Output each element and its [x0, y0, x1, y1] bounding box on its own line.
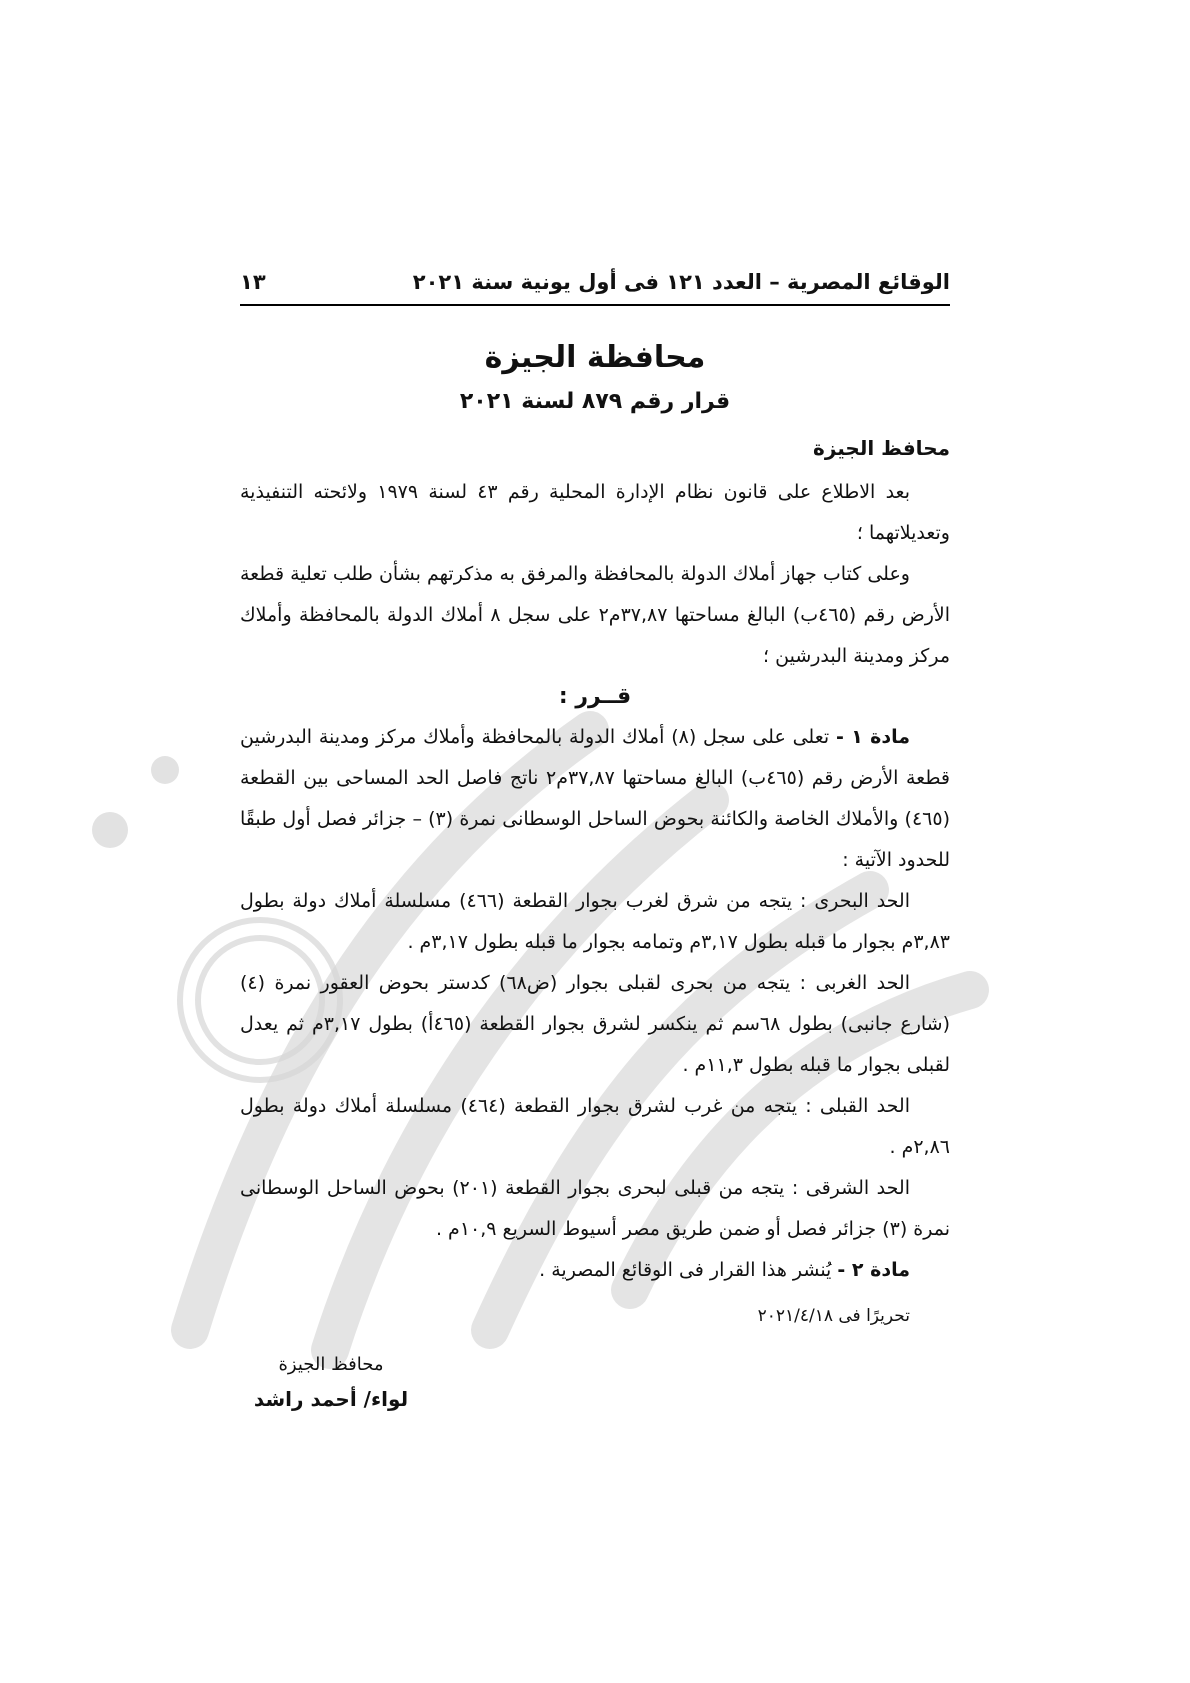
article-1-label: مادة ١ - — [835, 726, 911, 748]
signature-block — [246, 1348, 416, 1416]
boundary-south: الحد القبلى : يتجه من غرب لشرق بجوار القطعة (٤٦٤) مسلسلة أملاك دولة بطول ٢,٨٦م . — [240, 1095, 950, 1158]
page-number: ١٣ — [240, 270, 266, 294]
decided-label: قــرر : — [558, 684, 632, 709]
page-header — [240, 270, 950, 304]
document-title: محافظة الجيزة — [484, 340, 706, 375]
issuer-heading: محافظ الجيزة — [813, 436, 950, 460]
publication-line: الوقائع المصرية – العدد ١٢١ فى أول يونية سنة ٢٠٢١ — [412, 270, 950, 294]
decree-number: قرار رقم ٨٧٩ لسنة ٢٠٢١ — [459, 389, 731, 414]
signature-title: محافظ الجيزة — [278, 1354, 384, 1375]
article-1-text: تعلى على سجل (٨) أملاك الدولة بالمحافظة وأملاك مركز ومدينة البدرشين قطعة الأرض رقم (٤٦٥ب) البالغ مساحتها ٣٧,٨٧م٢ ناتج فاصل الحد المساحى بين القطعة (٤٦٥) والأملاك الخاصة والكائنة بحوض الساحل الوسطانى نمرة (٣) – جزائر فصل أول طبقًا للحدود الآتية : — [240, 726, 951, 871]
boundary-north: الحد البحرى : يتجه من شرق لغرب بجوار القطعة (٤٦٦) مسلسلة أملاك دولة بطول ٣,٨٣م بجوار ما قبله بطول ٣,١٧م وتمامه بجوار ما قبله بطول ٣,١٧م . — [240, 890, 950, 953]
signature-name: لواء/ أحمد راشد — [253, 1387, 409, 1411]
article-1 — [240, 717, 950, 881]
article-2-text: يُنشر هذا القرار فى الوقائع المصرية . — [539, 1259, 832, 1281]
preamble-2: وعلى كتاب جهاز أملاك الدولة بالمحافظة والمرفق به مذكرتهم بشأن طلب تعلية قطعة الأرض رقم (٤٦٥ب) البالغ مساحتها ٣٧,٨٧م٢ على سجل ٨ أملاك الدولة بالمحافظة وأملاك مركز ومدينة البدرشين ؛ — [240, 563, 951, 667]
issue-date: تحريرًا فى ٢٠٢١/٤/١٨ — [757, 1306, 910, 1326]
boundary-west: الحد الغربى : يتجه من بحرى لقبلى بجوار (ض٦٨) كدستر بحوض العقور نمرة (٤) (شارع جانبى) بطول ٦٨سم ثم ينكسر لشرق بجوار القطعة (٤٦٥أ) بطول ٣,١٧م ثم يعدل لقبلى بجوار ما قبله بطول ١١,٣م . — [240, 972, 951, 1076]
boundary-east: الحد الشرقى : يتجه من قبلى لبحرى بجوار القطعة (٢٠١) بحوض الساحل الوسطانى نمرة (٣) جزائر فصل أو ضمن طريق مصر أسيوط السريع ١٠,٩م . — [240, 1177, 950, 1240]
document-page — [240, 270, 950, 1331]
article-2-label: مادة ٢ - — [837, 1259, 910, 1281]
article-2 — [240, 1250, 950, 1291]
preamble-1: بعد الاطلاع على قانون نظام الإدارة المحلية رقم ٤٣ لسنة ١٩٧٩ ولائحته التنفيذية وتعديلاتهما ؛ — [240, 481, 950, 544]
header-rule — [240, 304, 950, 306]
